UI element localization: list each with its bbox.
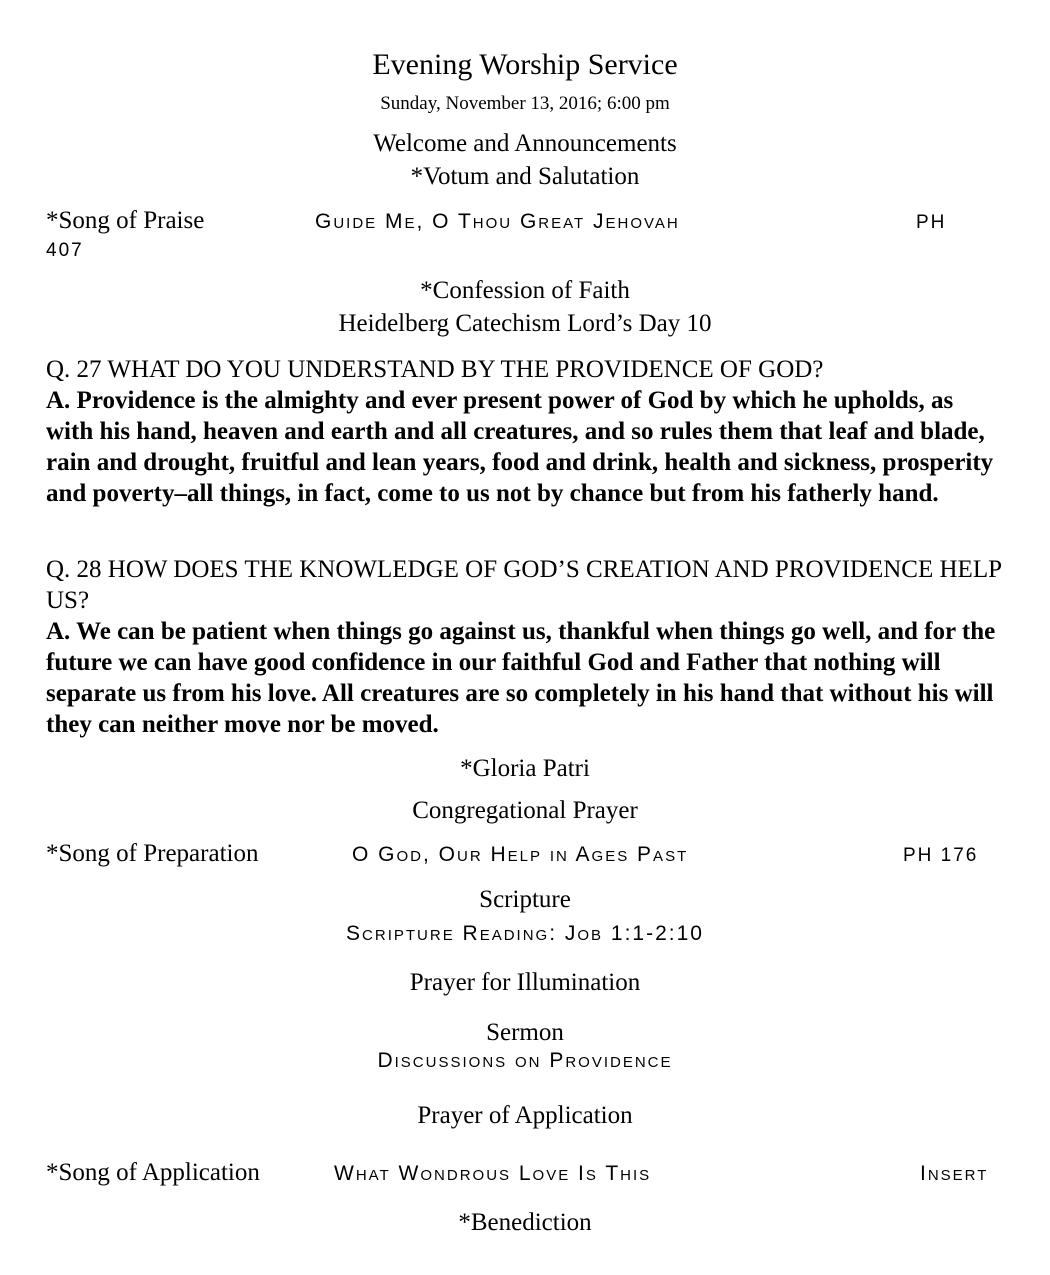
song-application-title: What Wondrous Love Is This [334,1162,652,1185]
application-prayer-heading: Prayer of Application [417,1102,633,1129]
benediction-heading: *Benediction [458,1209,592,1236]
catechism-heading: Heidelberg Catechism Lord’s Day 10 [338,310,712,337]
page-title: Evening Worship Service [372,48,678,81]
congregational-prayer-heading: Congregational Prayer [412,797,638,824]
song-application-ref: Insert [920,1162,989,1185]
sermon-heading: Sermon [486,1019,564,1046]
question-28: Q. 28 HOW DOES THE KNOWLEDGE OF GOD’S CREATION AND PROVIDENCE HELP US? [46,556,1002,614]
scripture-heading: Scripture [479,886,571,913]
song-application-label: *Song of Application [46,1159,260,1186]
votum-heading: *Votum and Salutation [410,163,640,190]
illumination-heading: Prayer for Illumination [409,969,641,996]
welcome-heading: Welcome and Announcements [373,130,677,157]
question-27: Q. 27 WHAT DO YOU UNDERSTAND BY THE PROVIDENCE OF GOD? [46,356,824,383]
scripture-reading: Scripture Reading: Job 1:1-2:10 [346,922,704,945]
answer-27: A. Providence is the almighty and ever present power of God by which he upholds, as with his hand, heaven and earth and all creatures, and so rules them that leaf and blade, rain and drought, fruitful and lean years, food and drink, health and sickness, prosperity and poverty–all things, in fact, come to us not by chance but from his fatherly hand. [46,387,994,507]
song-praise-title: Guide Me, O Thou Great Jehovah [315,210,680,233]
song-praise-ref-part2: 407 [46,240,84,261]
service-date: Sunday, November 13, 2016; 6:00 pm [380,93,670,114]
song-preparation-label: *Song of Preparation [46,840,259,867]
confession-heading: *Confession of Faith [420,277,630,304]
song-preparation-ref: PH 176 [903,845,979,866]
sermon-title: Discussions on Providence [377,1049,673,1072]
answer-28: A. We can be patient when things go against us, thankful when things go well, and for the future we can have good confidence in our faithful God and Father that nothing will separate us from his love. All creatures are so completely in his hand that without his will they can neither move nor be moved. [46,618,996,738]
song-praise-ref-part1: PH [916,212,947,233]
song-praise-label: *Song of Praise [46,207,205,234]
catechism-qa-27 [46,354,1006,509]
gloria-heading: *Gloria Patri [460,755,590,782]
song-preparation-title: O God, Our Help in Ages Past [352,843,689,866]
catechism-qa-28 [46,554,1006,740]
